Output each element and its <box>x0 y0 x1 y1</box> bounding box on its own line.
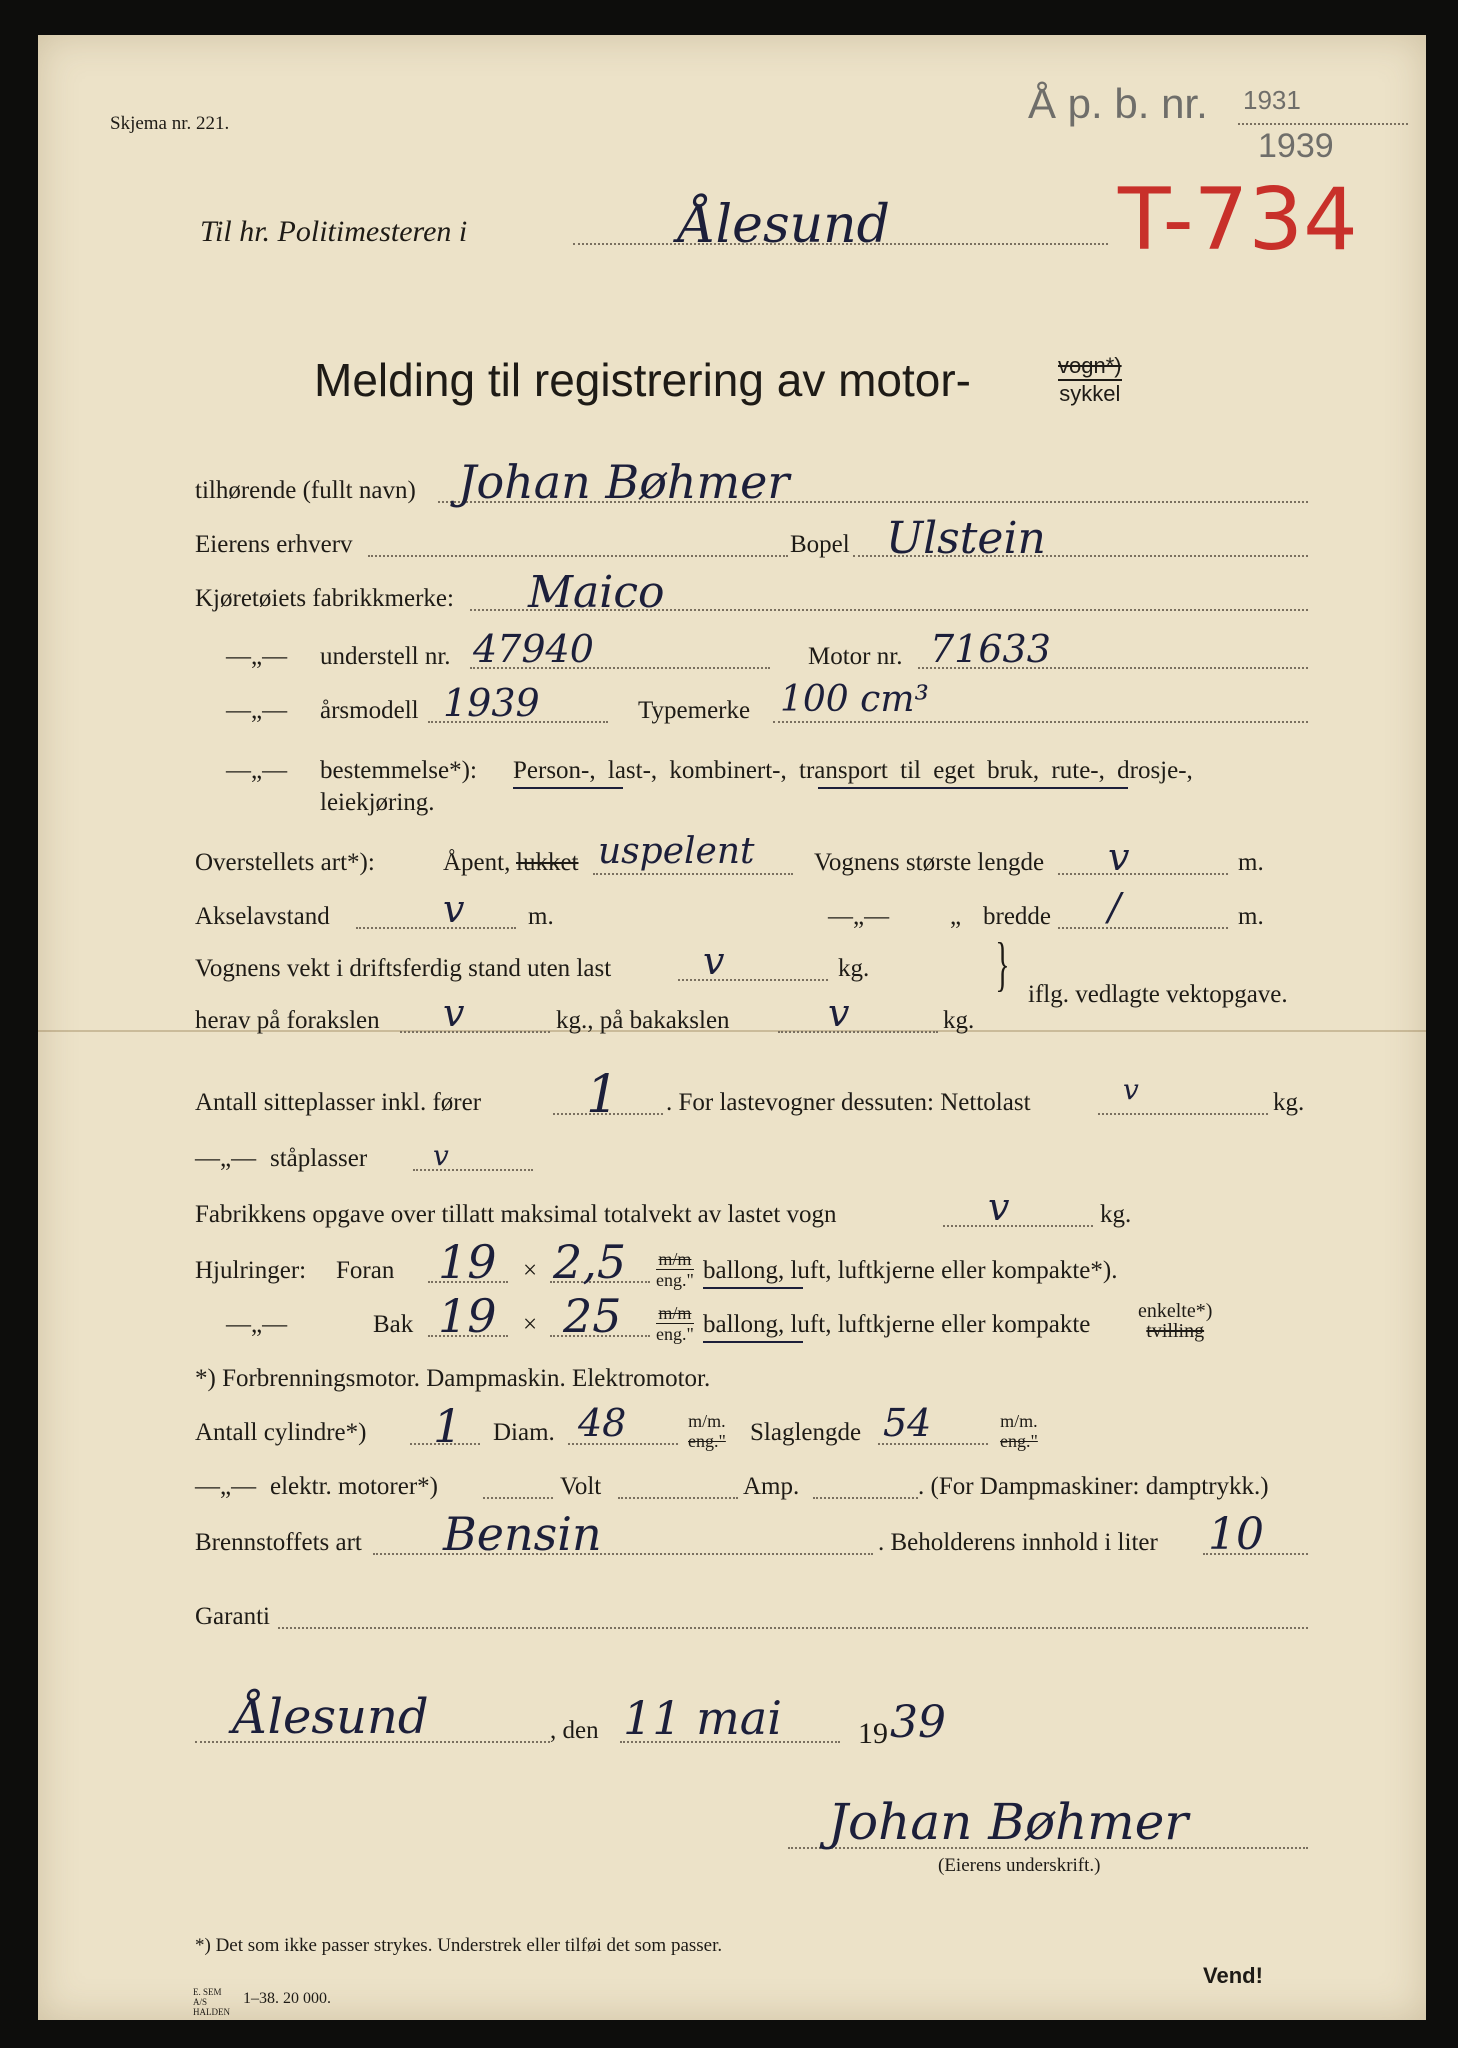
title-vehicle-option: vogn*) sykkel <box>1058 353 1122 406</box>
signing-date: 11 mai <box>623 1691 782 1745</box>
rear-tire-diameter: 19 <box>438 1289 497 1343</box>
standing-label: ståplasser <box>270 1145 368 1172</box>
stamp-prefix: Å p. b. nr. <box>1028 80 1208 127</box>
fuel-value: Bensin <box>443 1507 602 1561</box>
owner-label: tilhørende (fullt navn) <box>195 477 416 504</box>
form-sheet: Skjema nr. 221. Å p. b. nr. 1931 1939 T-734 Til hr. Politimesteren i Ålesund Melding til registrering av motor- vogn*) sykkel tilhørende (fullt navn) Johan Bøhmer Eierens erhverv Bopel Ulstein Kjøretøiets fabrikkmerke: Maico —„— understell nr. 47940 Motor nr. 71633 —„— årsmodell 1939 Typemerke 100 cm³ —„— bestemmelse*): Person-, last-, kombinert-, transport til eget bruk, rute-, drosje-, leiekjøring. Overstellets art*): Åpent, lukket uspelent Vognens største lengde v m. Akselavstand v m. —„— „ bredde / m. Vognens vekt i driftsferdig stand uten last v kg. herav på forakslen v kg., på bakakslen v kg. } iflg. vedlagte vektopgave. Antall sitteplasser inkl. fører 1 . For lastevogner dessuten: Nettolast v kg. —„— ståplasser v Fabrikkens opgave over tillatt maksimal totalvekt av lastet vogn v kg. Hjulringer: Foran 19 × 2,5 m/m eng." ballong, luft, luftkjerne eller kompakte*). —„— Bak 19 × 25 m/m eng." ballong, luft, luftkjerne eller kompakte enkelte*) tvilling *) Forbrenningsmotor. Dampmaskin. Elektromotor. Antall cylindre*) 1 Diam. 48 m/m. eng." Slaglengde 54 m/m. eng." —„— elektr. motorer*) Volt Amp. . (For Dampmaskiner: damptrykk.) Brennstoffets art Bensin . Beholderens innhold i liter 10 Garanti Ålesund , den 11 mai 19 39 Johan Bøhmer (Eierens underskrift.) *) Det som ikke passer strykes. Understrek eller tilføi det som passer. Vend! E. SEM A/S HALDEN 1–38. 20 000. <box>38 35 1426 2020</box>
signature-caption: (Eierens underskrift.) <box>938 1855 1101 1876</box>
seats-label: Antall sitteplasser inkl. fører <box>195 1089 482 1116</box>
tank-value: 10 <box>1208 1509 1264 1560</box>
steam-label: . (For Dampmaskiner: damptrykk.) <box>918 1473 1269 1500</box>
form-number: Skjema nr. 221. <box>110 113 230 134</box>
weight-brace: } <box>995 931 1010 997</box>
addressee-city: Ålesund <box>678 195 890 255</box>
engine-types: *) Forbrenningsmotor. Dampmaskin. Elektromotor. <box>195 1365 711 1392</box>
type-label: Typemerke <box>638 697 751 724</box>
stamp-line <box>1238 123 1408 125</box>
make-label: Kjøretøiets fabrikkmerke: <box>195 585 454 612</box>
diameter-value: 48 <box>578 1401 627 1445</box>
stamp-number: 1931 <box>1243 85 1301 115</box>
cylinders-value: 1 <box>433 1399 463 1453</box>
motor-value: 71633 <box>930 627 1051 671</box>
seats-value: 1 <box>586 1065 620 1125</box>
chassis-value: 47940 <box>473 627 594 671</box>
tires-label: Hjulringer: <box>195 1257 307 1284</box>
purpose-label: bestemmelse*): <box>320 757 477 784</box>
standing-value: v <box>433 1139 449 1172</box>
front-tire-diameter: 19 <box>438 1235 497 1289</box>
chassis-label: understell nr. <box>320 643 451 670</box>
purpose-underline-transport <box>818 787 1128 789</box>
front-tire-unit: m/m eng." <box>656 1249 694 1290</box>
cargo-value: v <box>1123 1073 1139 1106</box>
stroke-value: 54 <box>883 1401 932 1445</box>
fuel-label: Brennstoffets art <box>195 1529 362 1556</box>
addressee-label: Til hr. Politimesteren i <box>200 215 468 248</box>
body-label: Overstellets art*): <box>195 849 375 876</box>
weight-value: v <box>703 939 725 983</box>
purpose-underline-person <box>513 787 623 789</box>
stamp-year: 1939 <box>1258 127 1334 165</box>
signing-place: Ålesund <box>233 1689 429 1745</box>
wheelbase-label: Akselavstand <box>195 903 330 930</box>
model-year-label: årsmodell <box>320 697 419 724</box>
front-tire-width: 2,5 <box>553 1235 627 1289</box>
front-axle-value: v <box>443 991 465 1035</box>
front-tire-types: ballong, luft, luftkjerne eller kompakte*). <box>703 1257 1118 1284</box>
stroke-unit: m/m. eng." <box>1000 1411 1038 1451</box>
front-axle-label: herav på forakslen <box>195 1007 380 1034</box>
length-label: Vognens største lengde <box>814 849 1045 876</box>
owner-signature: Johan Bøhmer <box>828 1793 1189 1851</box>
warranty-label: Garanti <box>195 1603 270 1630</box>
make-value: Maico <box>528 567 665 618</box>
print-code: 1–38. 20 000. <box>243 1990 331 2007</box>
model-year-value: 1939 <box>443 681 540 725</box>
residence-label: Bopel <box>790 531 850 558</box>
form-title: Melding til registrering av motor- <box>314 354 972 406</box>
weight-note: iflg. vedlagte vektopgave. <box>1028 981 1288 1008</box>
cylinders-label: Antall cylindre*) <box>195 1419 367 1446</box>
printer-mark: E. SEM A/S HALDEN <box>193 1987 230 2017</box>
width-value: / <box>1108 885 1121 929</box>
wheelbase-value: v <box>443 887 465 931</box>
purpose-options: Person-, last-, kombinert-, transport til eget bruk, rute-, drosje-, <box>513 757 1193 784</box>
rear-tire-width: 25 <box>563 1289 622 1343</box>
rear-tire-unit: m/m eng." <box>656 1303 694 1344</box>
type-value: 100 cm³ <box>780 679 929 720</box>
body-value: uspelent <box>598 831 755 872</box>
residence-value: Ulstein <box>886 513 1046 564</box>
footnote: *) Det som ikke passer strykes. Understrek eller tilføi det som passer. <box>195 1935 723 1956</box>
rear-axle-value: v <box>828 991 850 1035</box>
body-closed-struck: lukket <box>516 849 579 876</box>
registration-number: T-734 <box>1118 170 1358 270</box>
motor-label: Motor nr. <box>808 643 903 670</box>
turn-over-note: Vend! <box>1203 1963 1263 1988</box>
weight-label: Vognens vekt i driftsferdig stand uten last <box>195 955 612 982</box>
owner-value: Johan Bøhmer <box>458 455 790 509</box>
occupation-label: Eierens erhverv <box>195 531 353 558</box>
max-weight-label: Fabrikkens opgave over tillatt maksimal totalvekt av lastet vogn <box>195 1201 837 1228</box>
rear-tire-types: ballong, luft, luftkjerne eller kompakte <box>703 1311 1091 1338</box>
tire-arrangement: enkelte*) tvilling <box>1138 1300 1213 1342</box>
diameter-unit: m/m. eng." <box>688 1411 726 1451</box>
signing-year: 39 <box>890 1697 946 1748</box>
max-weight-value: v <box>988 1185 1010 1229</box>
length-value: v <box>1108 835 1130 879</box>
width-label: bredde <box>983 903 1052 930</box>
electric-label: elektr. motorer*) <box>270 1473 438 1500</box>
